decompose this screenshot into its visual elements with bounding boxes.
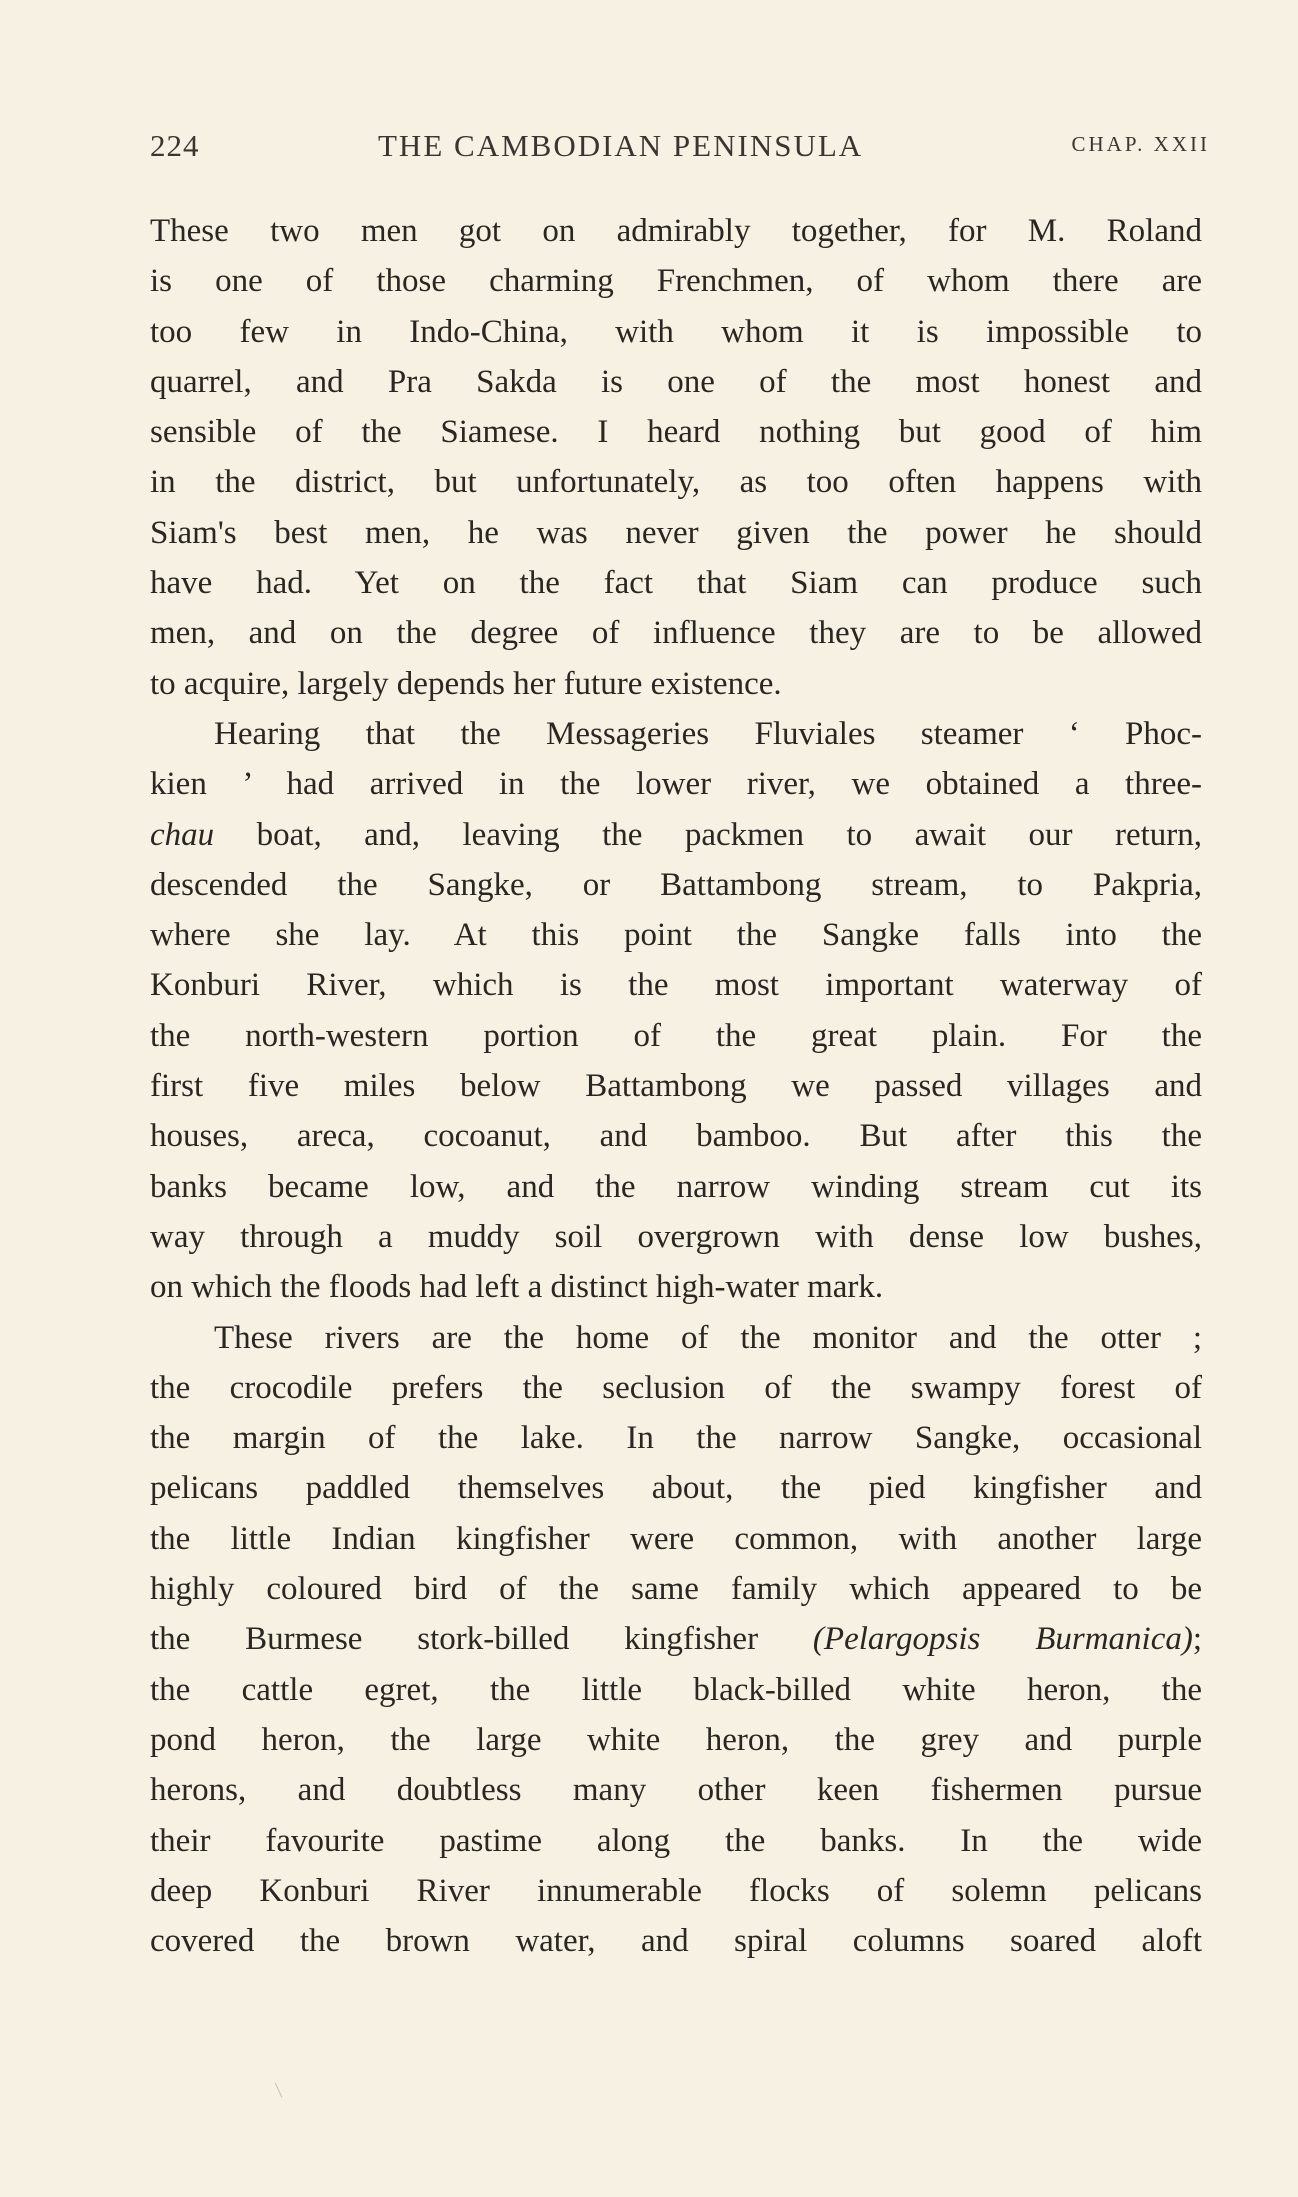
text-line: men, and on the degree of influence they are to be allowed	[150, 615, 1202, 652]
text-line: kien ’ had arrived in the lower river, we obtained a three-	[150, 766, 1202, 803]
text-fragment: ;	[1192, 1621, 1202, 1658]
text-line: These rivers are the home of the monitor and the otter ;	[214, 1319, 1202, 1356]
text-line: the little Indian kingfisher were common, with another large	[150, 1520, 1202, 1557]
text-fragment: the Burmese stork-billed kingfisher	[150, 1621, 759, 1658]
text-line: Konburi River, which is the most important waterway of	[150, 967, 1202, 1004]
text-line: Hearing that the Messageries Fluviales steamer ‘ Phoc-	[214, 715, 1202, 752]
text-line: is one of those charming Frenchmen, of whom there are	[150, 263, 1202, 300]
italic-word: chau	[150, 816, 215, 853]
text-line: their favourite pastime along the banks. In the wide	[150, 1822, 1202, 1859]
text-line: the crocodile prefers the seclusion of the swampy forest of	[150, 1369, 1202, 1406]
chapter-label: CHAP. XXII	[1071, 132, 1210, 156]
text-line: in the district, but unfortunately, as too often happens with	[150, 464, 1202, 501]
text-line: covered the brown water, and spiral columns soared aloft	[150, 1923, 1202, 1960]
text-line: banks became low, and the narrow winding stream cut its	[150, 1168, 1202, 1205]
text-line: quarrel, and Pra Sakda is one of the most honest and	[150, 363, 1202, 400]
text-line: the north-western portion of the great plain. For the	[150, 1017, 1202, 1054]
text-line: herons, and doubtless many other keen fishermen pursue	[150, 1772, 1202, 1809]
text-line: way through a muddy soil overgrown with dense low bushes,	[150, 1218, 1202, 1255]
text-line: sensible of the Siamese. I heard nothing but good of him	[150, 414, 1202, 451]
page-number: 224	[150, 128, 200, 163]
text-line: highly coloured bird of the same family which appeared to be	[150, 1571, 1202, 1608]
text-line: to acquire, largely depends her future existence.	[150, 665, 782, 702]
text-line: descended the Sangke, or Battambong stream, to Pakpria,	[150, 866, 1202, 903]
body-text	[150, 206, 1202, 1966]
text-line: Siam's best men, he was never given the power he should	[150, 514, 1202, 551]
text-line: the margin of the lake. In the narrow Sangke, occasional	[150, 1420, 1202, 1457]
text-line-with-italic	[150, 810, 1202, 860]
text-line: on which the floods had left a distinct high-water mark.	[150, 1269, 884, 1306]
italic-species-name: (Pelargopsis Burmanica)	[812, 1621, 1193, 1658]
text-line: where she lay. At this point the Sangke falls into the	[150, 917, 1202, 954]
text-line: houses, areca, cocoanut, and bamboo. But after this the	[150, 1118, 1202, 1155]
text-line: pond heron, the large white heron, the grey and purple	[150, 1721, 1202, 1758]
running-title: THE CAMBODIAN PENINSULA	[378, 128, 864, 163]
running-header	[150, 128, 1210, 168]
text-line-with-italic	[150, 1614, 1202, 1664]
text-line: too few in Indo-China, with whom it is impossible to	[150, 313, 1202, 350]
text-line: deep Konburi River innumerable flocks of solemn pelicans	[150, 1872, 1202, 1909]
text-line: These two men got on admirably together, for M. Roland	[150, 213, 1202, 249]
text-line: have had. Yet on the fact that Siam can produce such	[150, 565, 1202, 602]
text-fragment: boat, and, leaving the packmen to await our return,	[256, 816, 1203, 853]
text-line: the cattle egret, the little black-billed white heron, the	[150, 1671, 1202, 1708]
text-line: pelicans paddled themselves about, the pied kingfisher and	[150, 1470, 1202, 1507]
paper-mark	[275, 2083, 283, 2098]
text-line: first five miles below Battambong we passed villages and	[150, 1068, 1202, 1105]
